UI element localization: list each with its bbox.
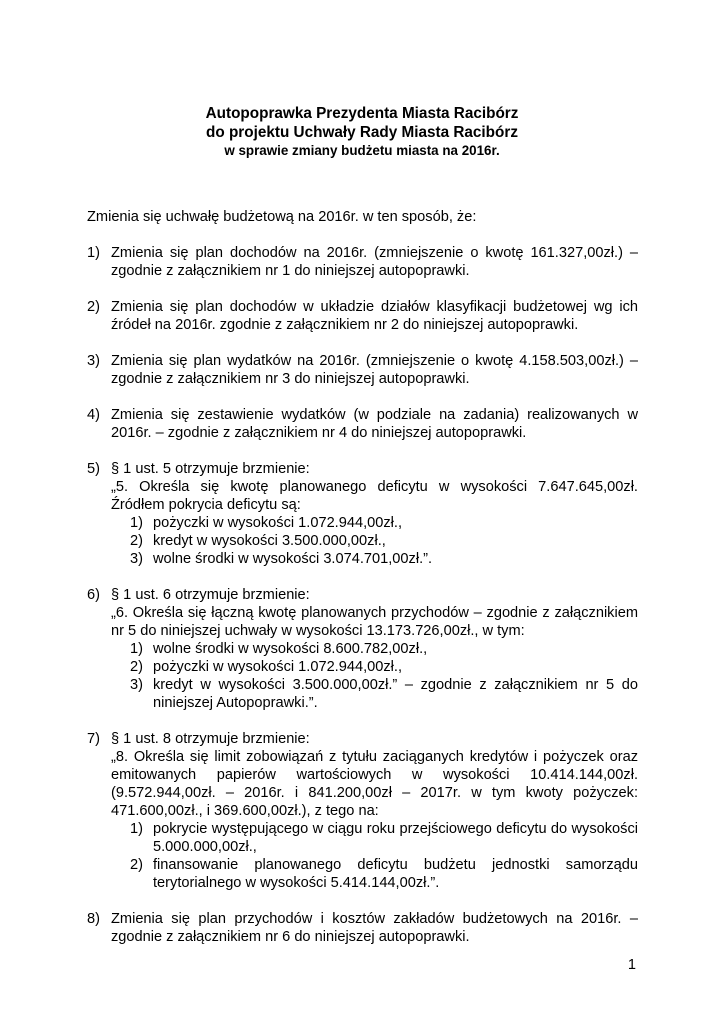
intro-paragraph: Zmienia się uchwałę budżetową na 2016r. w ten sposób, że: xyxy=(87,209,477,225)
sub-item-1 xyxy=(130,514,638,532)
item-number: 4) xyxy=(87,407,100,423)
sub-item-text: wolne środki w wysokości 3.074.701,00zł.”. xyxy=(153,551,433,567)
item-quote: „6. Określa się łączną kwotę planowanych przychodów – zgodnie z załącznikiem nr 5 do niniejszej uchwały w wysokości 13.173.726,00zł., w tym: xyxy=(111,605,638,639)
item-text: Zmienia się plan dochodów w układzie działów klasyfikacji budżetowej wg ich źródeł na 2016r. zgodnie z załącznikiem nr 2 do niniejszej autopoprawki. xyxy=(111,299,638,333)
sub-item-text: pożyczki w wysokości 1.072.944,00zł., xyxy=(153,659,403,675)
item-content xyxy=(111,586,638,712)
sub-item-number: 3) xyxy=(130,551,143,567)
title-line-1: Autopoprawka Prezydenta Miasta Racibórz xyxy=(205,105,519,122)
item-number: 2) xyxy=(87,299,100,315)
sub-item-number: 1) xyxy=(130,821,143,837)
sub-item-1 xyxy=(130,640,638,658)
list-item-1 xyxy=(87,244,638,280)
list-item-7 xyxy=(87,730,638,892)
sub-item-2 xyxy=(130,856,638,892)
sub-item-number: 2) xyxy=(130,857,143,873)
item-quote: „5. Określa się kwotę planowanego deficytu w wysokości 7.647.645,00zł. Źródłem pokrycia deficytu są: xyxy=(111,479,638,513)
sub-item-number: 1) xyxy=(130,515,143,531)
item-text: Zmienia się plan wydatków na 2016r. (zmniejszenie o kwotę 4.158.503,00zł.) – zgodnie z załącznikiem nr 3 do niniejszej autopoprawki. xyxy=(111,353,638,387)
item-text: Zmienia się plan przychodów i kosztów zakładów budżetowych na 2016r. – zgodnie z załącznikiem nr 6 do niniejszej autopoprawki. xyxy=(111,911,638,945)
page-number: 1 xyxy=(627,957,636,973)
item-number: 3) xyxy=(87,353,100,369)
list-item-5 xyxy=(87,460,638,568)
sub-item-3 xyxy=(130,550,638,568)
sub-item-1 xyxy=(130,820,638,856)
list-item-2 xyxy=(87,298,638,334)
title-line-2: do projektu Uchwały Rady Miasta Racibórz xyxy=(206,124,518,141)
item-content xyxy=(111,460,638,568)
item-content xyxy=(111,730,638,892)
sub-item-text: finansowanie planowanego deficytu budżetu jednostki samorządu terytorialnego w wysokości 5.414.144,00zł.”. xyxy=(153,857,638,891)
document-header xyxy=(0,104,724,159)
item-lead: § 1 ust. 8 otrzymuje brzmienie: xyxy=(111,731,310,747)
sub-item-text: pokrycie występującego w ciągu roku przejściowego deficytu do wysokości 5.000.000,00zł., xyxy=(153,821,638,855)
sub-item-text: kredyt w wysokości 3.500.000,00zł.” – zgodnie z załącznikiem nr 5 do niniejszej Autopoprawki.”. xyxy=(153,677,638,711)
document-body xyxy=(87,208,638,964)
item-number: 8) xyxy=(87,911,100,927)
item-number: 1) xyxy=(87,245,100,261)
item-lead: § 1 ust. 6 otrzymuje brzmienie: xyxy=(111,587,310,603)
item-text: Zmienia się plan dochodów na 2016r. (zmniejszenie o kwotę 161.327,00zł.) – zgodnie z załącznikiem nr 1 do niniejszej autopoprawki. xyxy=(111,245,638,279)
sub-item-2 xyxy=(130,532,638,550)
list-item-3 xyxy=(87,352,638,388)
item-number: 7) xyxy=(87,731,100,747)
item-number: 5) xyxy=(87,461,100,477)
list-item-6 xyxy=(87,586,638,712)
sub-item-number: 3) xyxy=(130,677,143,693)
sub-item-2 xyxy=(130,658,638,676)
sub-item-text: pożyczki w wysokości 1.072.944,00zł., xyxy=(153,515,403,531)
item-text: Zmienia się zestawienie wydatków (w podziale na zadania) realizowanych w 2016r. – zgodnie z załącznikiem nr 4 do niniejszej autopoprawki. xyxy=(111,407,638,441)
item-quote: „8. Określa się limit zobowiązań z tytułu zaciąganych kredytów i pożyczek oraz emitowanych papierów wartościowych w wysokości 10.414.144,00zł. (9.572.944,00zł. – 2016r. i 841.200,00zł – 2017r. w tym kwoty pożyczek: 471.600,00zł., i 369.600,00zł.), z tego na: xyxy=(111,749,638,819)
item-number: 6) xyxy=(87,587,100,603)
sub-item-3 xyxy=(130,676,638,712)
subtitle: w sprawie zmiany budżetu miasta na 2016r. xyxy=(224,143,500,158)
sub-item-text: wolne środki w wysokości 8.600.782,00zł., xyxy=(153,641,428,657)
list-item-4 xyxy=(87,406,638,442)
list-item-8 xyxy=(87,910,638,946)
sub-item-number: 1) xyxy=(130,641,143,657)
sub-item-text: kredyt w wysokości 3.500.000,00zł., xyxy=(153,533,386,549)
item-lead: § 1 ust. 5 otrzymuje brzmienie: xyxy=(111,461,310,477)
sub-item-number: 2) xyxy=(130,533,143,549)
sub-item-number: 2) xyxy=(130,659,143,675)
